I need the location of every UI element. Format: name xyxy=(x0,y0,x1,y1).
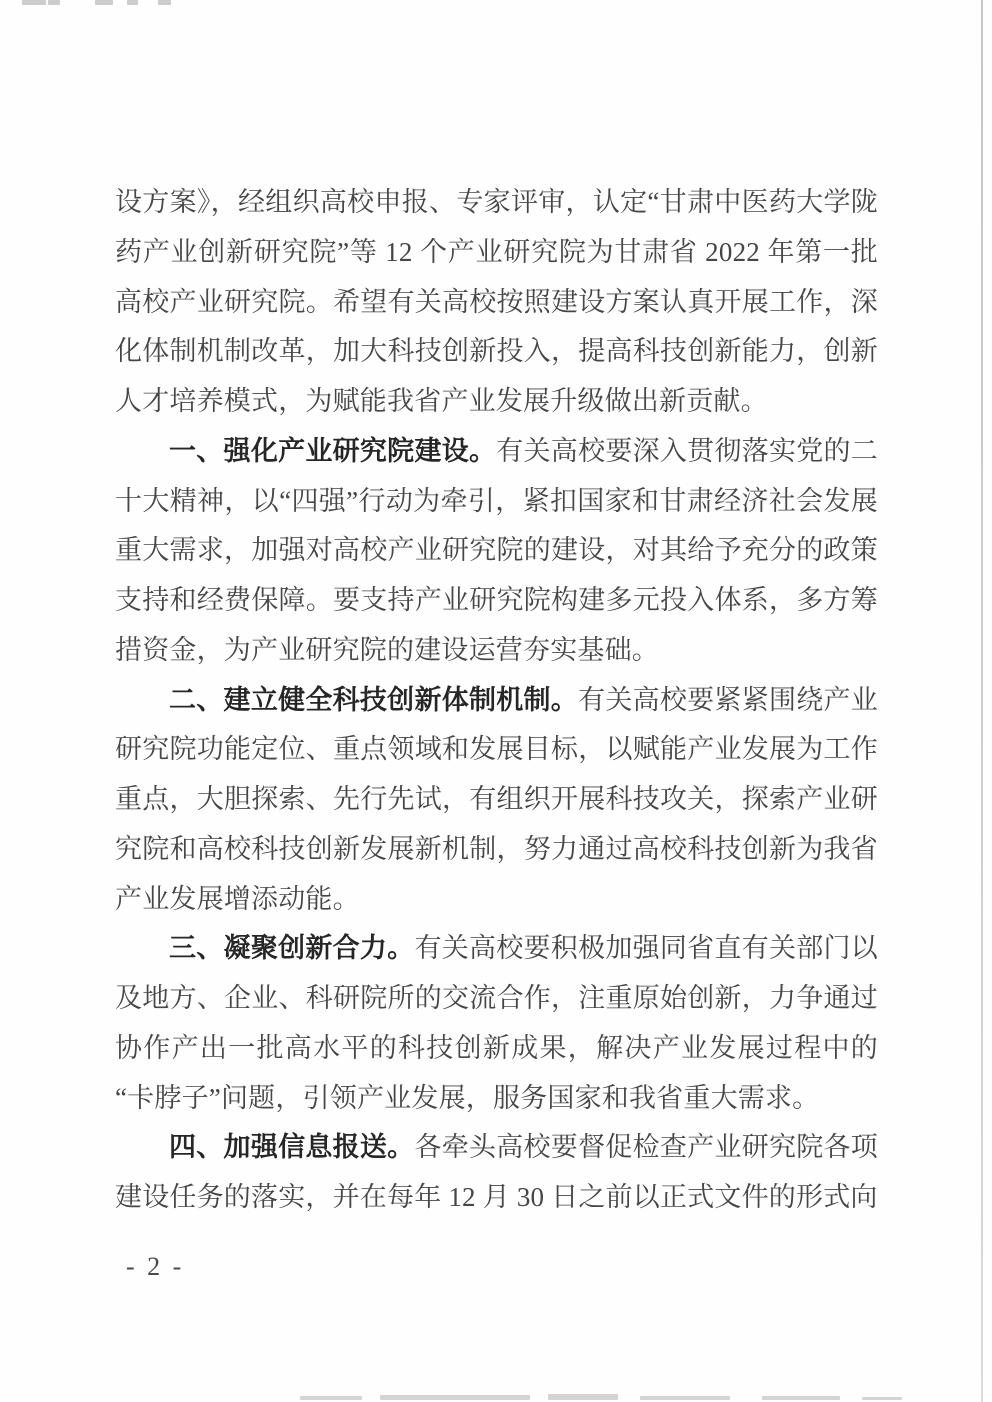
scan-artifact xyxy=(95,0,113,5)
scan-edge-line xyxy=(981,0,983,1402)
scan-artifact xyxy=(380,1395,530,1400)
paragraph-text: 各牵头高校要督促检查产业研究院各项建设任务的落实，并在每年 12 月 30 日之前以正式文件的形式向 xyxy=(115,1132,878,1212)
scan-artifact xyxy=(300,1396,362,1400)
scan-artifact xyxy=(762,1396,840,1400)
document-body xyxy=(115,178,878,1223)
paragraph xyxy=(115,924,878,1123)
paragraph-text: 有关高校要积极加强同省直有关部门以及地方、企业、科研院所的交流合作，注重原始创新，力争通过协作产出一批高水平的科技创新成果，解决产业发展过程中的“卡脖子”问题，引领产业发展，服务国家和我省重大需求。 xyxy=(115,933,878,1113)
paragraph-text: 有关高校要紧紧围绕产业研究院功能定位、重点领域和发展目标，以赋能产业发展为工作重点，大胆探索、先行先试，有组织开展科技攻关，探索产业研究院和高校科技创新发展新机制，努力通过高校科技创新为我省产业发展增添动能。 xyxy=(115,684,878,914)
scan-artifact xyxy=(640,1396,730,1400)
paragraph xyxy=(115,676,878,925)
scan-artifact xyxy=(48,0,60,5)
page-number: - 2 - xyxy=(126,1252,185,1281)
paragraph-text: 设方案》，经组织高校申报、专家评审，认定“甘肃中医药大学陇药产业创新研究院”等 12 个产业研究院为甘肃省 2022 年第一批高校产业研究院。希望有关高校按照建设方案认真开展工作，深化体制机制改革，加大科技创新投入，提高科技创新能力，创新人才培养模式，为赋能我省产业发展升级做出新贡献。 xyxy=(115,187,878,416)
paragraph xyxy=(115,1123,878,1223)
section-heading: 三、凝聚创新合力。 xyxy=(169,933,415,964)
scan-artifact xyxy=(548,1394,618,1400)
section-heading: 一、强化产业研究院建设。 xyxy=(169,435,497,466)
scan-artifact xyxy=(127,0,138,5)
paragraph xyxy=(115,178,878,427)
paragraph xyxy=(115,427,878,676)
scan-artifact xyxy=(862,1397,902,1400)
scan-artifact xyxy=(158,0,171,5)
section-heading: 二、建立健全科技创新体制机制。 xyxy=(169,684,579,715)
paragraph-text: 有关高校要深入贯彻落实党的二十大精神，以“四强”行动为牵引，紧扣国家和甘肃经济社会发展重大需求，加强对高校产业研究院的建设，对其给予充分的政策支持和经费保障。要支持产业研究院构建多元投入体系，多方筹措资金，为产业研究院的建设运营夯实基础。 xyxy=(115,435,878,665)
section-heading: 四、加强信息报送。 xyxy=(169,1132,415,1163)
scan-artifact xyxy=(22,0,46,5)
